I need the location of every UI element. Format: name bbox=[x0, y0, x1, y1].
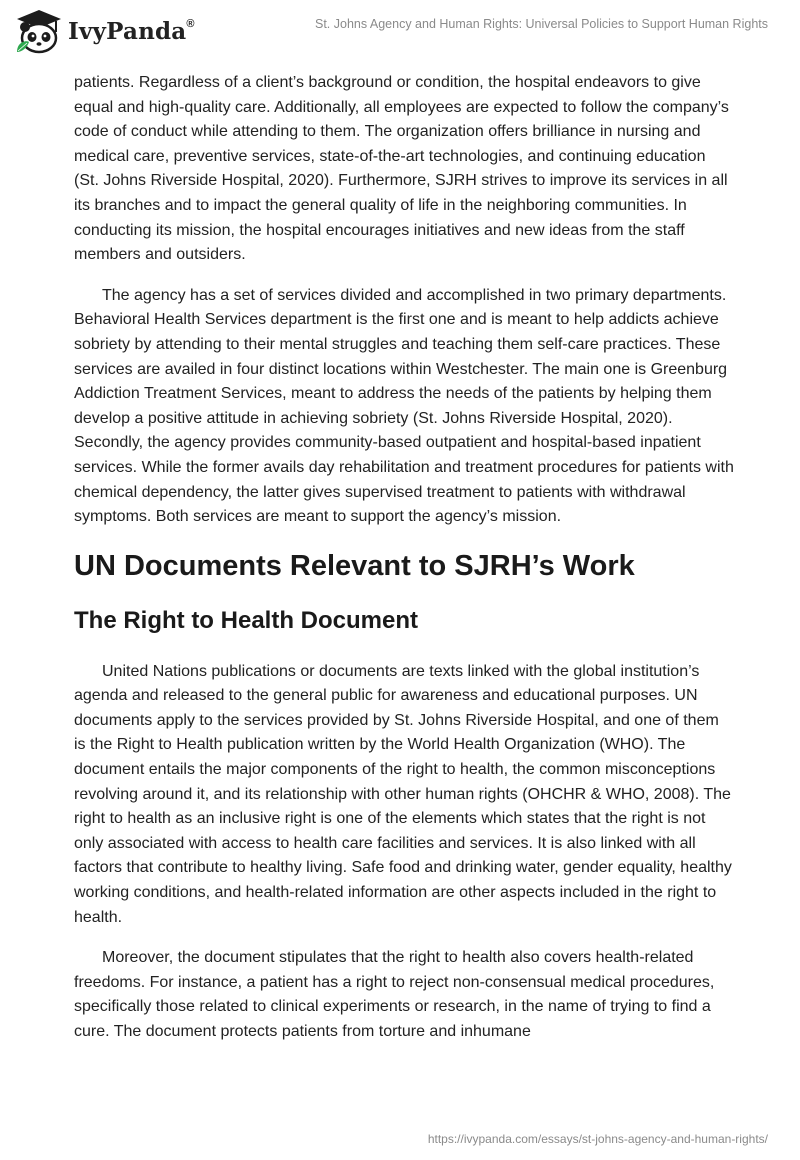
essay-body bbox=[74, 71, 734, 1061]
section-heading: UN Documents Relevant to SJRH’s Work bbox=[74, 549, 635, 582]
paragraph: Moreover, the document stipulates that the right to health also covers health-related freedoms. For instance, a patient has a right to reject non-consensual medical procedures, specifically those related to clinical experiments or research, in the name of trying to find a cure. The document protects patients from torture and inhumane bbox=[74, 949, 715, 1040]
running-title: St. Johns Agency and Human Rights: Universal Policies to Support Human Rights bbox=[314, 17, 768, 31]
paragraph: United Nations publications or documents are texts linked with the global institution’s agenda and released to the general public for awareness and educational purposes. UN documents apply to the services provided by St. Johns Riverside Hospital, and one of them is the Right to Health publication written by the World Health Organization (WHO). The document entails the major components of the right to health, the common misconceptions revolving around it, and its relationship with other human rights (OHCHR & WHO, 2008). The right to health as an inclusive right is one of the elements which states that the right is not only associated with access to health care facilities and services. It is also linked with all factors that contribute to healthy living. Safe food and drinking water, gender equality, healthy working conditions, and health-related information are other aspects included in the right to health. bbox=[74, 662, 732, 926]
ivypanda-logo[interactable] bbox=[14, 8, 195, 54]
subsection-heading: The Right to Health Document bbox=[74, 606, 418, 634]
source-url[interactable]: https://ivypanda.com/essays/st-johns-agency-and-human-rights/ bbox=[427, 1132, 768, 1146]
paragraph: patients. Regardless of a client’s background or condition, the hospital endeavors to give equal and high-quality care. Additionally, all employees are expected to follow the company’s code of conduct while attending to them. The organization offers brilliance in nursing and medical care, preventive services, state-of-the-art technologies, and continuing education (St. Johns Riverside Hospital, 2020). Furthermore, SJRH strives to improve its services in all its branches and to impact the general quality of life in the neighboring communities. In conducting its mission, the hospital encourages initiatives and new ideas from the staff members and outsiders. bbox=[74, 74, 729, 264]
page-header bbox=[0, 0, 800, 64]
paragraph: The agency has a set of services divided and accomplished in two primary departments. Behavioral Health Services department is the first one and is meant to help addicts achieve sobriety by attending to their mental struggles and teaching them self-care practices. These services are availed in four distinct locations within Westchester. The main one is Greenburg Addiction Treatment Services, meant to address the needs of the patients by helping them develop a positive attitude in achieving sobriety (St. Johns Riverside Hospital, 2020). Secondly, the agency provides community-based outpatient and hospital-based inpatient services. While the former avails day rehabilitation and treatment procedures for patients with chemical dependency, the latter gives supervised treatment to patients with withdrawal symptoms. Both services are meant to support the agency’s mission. bbox=[74, 286, 734, 526]
panda-graduate-icon bbox=[14, 8, 64, 54]
brand-name: IvyPanda® bbox=[68, 17, 195, 45]
